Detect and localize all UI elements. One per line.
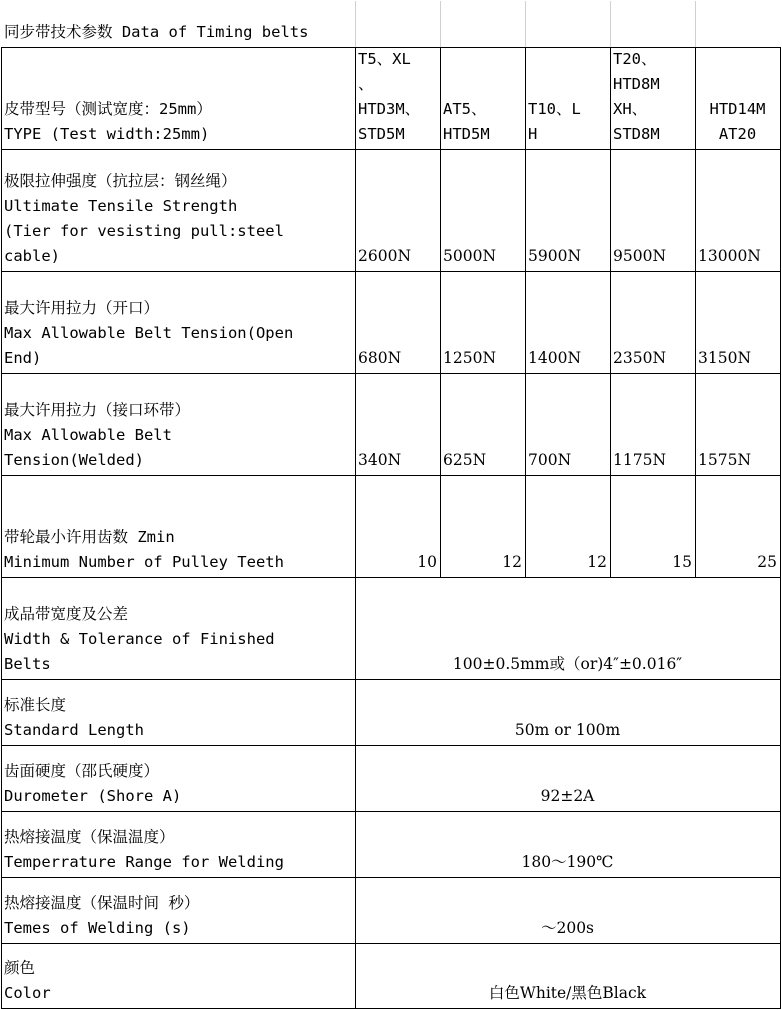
row-value-text: 5900N (528, 247, 582, 265)
row-label-10 (1, 943, 355, 1008)
row-label-5 (1, 577, 355, 679)
table-border (1, 47, 781, 48)
title-row-gridline (610, 1, 611, 47)
row-value-text: 100±0.5mm或（or)4″±0.016″ (452, 655, 683, 673)
row-label-line: Width & Tolerance of Finished (4, 630, 275, 648)
table-border (1, 877, 781, 878)
header-column-line: AT5、 (443, 100, 487, 118)
row-value-text: 5000N (443, 247, 497, 265)
header-column-3 (525, 47, 610, 149)
header-column-line: T20、 (613, 50, 657, 68)
header-column-5 (695, 47, 780, 149)
row-label-line: Standard Length (4, 721, 144, 739)
header-column-4 (610, 47, 695, 149)
sheet-title (1, 1, 525, 47)
row-7-merged-value (355, 745, 780, 811)
row-6-merged-value (355, 679, 780, 745)
row-value-text: 680N (358, 349, 402, 367)
row-value-text: 700N (528, 451, 572, 469)
row-label-line: 极限拉伸强度（抗拉层：钢丝绳） (4, 172, 237, 190)
table-border (1, 811, 781, 812)
row-label-3 (1, 373, 355, 475)
header-column-line: AT20 (718, 125, 757, 143)
table-border (525, 47, 526, 578)
row-label-line: Max Allowable Belt Tension(Open (4, 324, 294, 342)
table-border (1, 475, 781, 476)
header-column-line: HTD5M (443, 125, 490, 143)
row-value-text: 13000N (698, 247, 761, 265)
row-value-text: 12 (502, 553, 522, 571)
row-label-line: Max Allowable Belt (4, 426, 172, 444)
row-label-line: Temes of Welding (s) (4, 919, 191, 937)
table-border (1, 373, 781, 374)
row-label-line: Tension(Welded) (4, 451, 144, 469)
row-label-line: 颜色 (4, 959, 36, 977)
header-column-2 (440, 47, 525, 149)
header-column-line: 、 (358, 75, 374, 93)
header-column-line: STD5M (358, 125, 405, 143)
header-column-line: STD8M (613, 125, 660, 143)
row-label-line: Durometer (Shore A) (4, 787, 182, 805)
table-border (1, 1008, 781, 1009)
header-column-line: H (528, 125, 538, 143)
row-2-value (355, 271, 440, 373)
row-value-text: 1175N (613, 451, 667, 469)
row-2-value (525, 271, 610, 373)
row-label-line: Color (4, 984, 51, 1002)
row-label-line: 标准长度 (4, 696, 67, 714)
row-label-line: 最大许用拉力（开口） (4, 299, 160, 317)
header-column-line: HTD3M、 (358, 100, 421, 118)
row-8-merged-value (355, 811, 780, 877)
row-3-value (695, 373, 780, 475)
row-value-text: 9500N (613, 247, 667, 265)
header-column-line: HTD14M (709, 100, 766, 118)
row-label-line: Minimum Number of Pulley Teeth (4, 553, 284, 571)
header-column-1 (355, 47, 440, 149)
table-border (440, 47, 441, 578)
header-column-line: T10、L (528, 100, 581, 118)
row-label-line: End) (4, 349, 42, 367)
row-3-value (610, 373, 695, 475)
row-label-line: (Tier for vesisting pull:steel (4, 222, 284, 240)
row-value-text: 2600N (358, 247, 412, 265)
row-3-value (355, 373, 440, 475)
row-4-value (610, 475, 695, 577)
row-4-value (525, 475, 610, 577)
row-value-text: 1400N (528, 349, 582, 367)
row-label-8 (1, 811, 355, 877)
table-border (1, 47, 2, 1009)
table-border (610, 47, 611, 578)
row-value-text: 92±2A (540, 787, 595, 805)
sheet-title-text: 同步带技术参数 Data of Timing belts (4, 23, 309, 41)
row-value-text: 1250N (443, 349, 497, 367)
table-border (1, 149, 781, 150)
row-9-merged-value (355, 877, 780, 943)
header-column-line: T5、XL (358, 50, 411, 68)
row-label-line: Ultimate Tensile Strength (4, 197, 238, 215)
row-label-line: 热熔接温度（保温时间 秒） (4, 894, 200, 912)
row-5-merged-value (355, 577, 780, 679)
row-label-line: Belts (4, 655, 51, 673)
row-label-line: 齿面硬度（邵氏硬度） (4, 762, 160, 780)
row-label-1 (1, 149, 355, 271)
row-3-value (525, 373, 610, 475)
table-border (1, 271, 781, 272)
row-label-2 (1, 271, 355, 373)
row-label-line: cable) (4, 247, 60, 265)
row-value-text: 625N (443, 451, 487, 469)
row-4-value (355, 475, 440, 577)
row-value-text: 1575N (698, 451, 752, 469)
table-border (1, 679, 781, 680)
row-value-text: 15 (672, 553, 692, 571)
row-4-value (440, 475, 525, 577)
row-10-merged-value (355, 943, 780, 1008)
row-value-text: 25 (757, 553, 777, 571)
header-column-line: HTD8M (613, 75, 660, 93)
table-border (1, 943, 781, 944)
table-border (1, 577, 781, 578)
row-2-value (440, 271, 525, 373)
table-border (355, 47, 356, 1009)
row-value-text: 12 (587, 553, 607, 571)
row-label-line: 热熔接温度（保温温度） (4, 828, 175, 846)
row-1-value (525, 149, 610, 271)
row-value-text: ～200s (540, 919, 595, 937)
header-column-line: XH、 (613, 100, 648, 118)
row-label-9 (1, 877, 355, 943)
row-4-value (695, 475, 780, 577)
row-label-line: 成品带宽度及公差 (4, 605, 129, 623)
row-3-value (440, 373, 525, 475)
row-label-line: 最大许用拉力（接口环带） (4, 401, 191, 419)
row-1-value (695, 149, 780, 271)
row-2-value (610, 271, 695, 373)
header-type-label-line: 皮带型号（测试宽度：25mm） (4, 100, 212, 118)
row-label-4 (1, 475, 355, 577)
row-1-value (355, 149, 440, 271)
row-value-text: 2350N (613, 349, 667, 367)
row-value-text: 50m or 100m (514, 721, 621, 739)
row-value-text: 180～190℃ (521, 853, 614, 871)
title-row-gridline (525, 1, 526, 47)
row-2-value (695, 271, 780, 373)
row-1-value (610, 149, 695, 271)
header-type-label-line: TYPE (Test width:25mm) (4, 125, 210, 143)
table-border (780, 47, 781, 1009)
row-value-text: 340N (358, 451, 402, 469)
row-label-7 (1, 745, 355, 811)
header-type-label (1, 47, 355, 149)
title-row-gridline (695, 1, 696, 47)
row-value-text: 白色White/黑色Black (488, 984, 647, 1002)
row-value-text: 10 (417, 553, 437, 571)
row-1-value (440, 149, 525, 271)
table-border (695, 47, 696, 578)
row-label-line: 带轮最小许用齿数 Zmin (4, 528, 175, 546)
row-label-6 (1, 679, 355, 745)
row-value-text: 3150N (698, 349, 752, 367)
row-label-line: Temperrature Range for Welding (4, 853, 284, 871)
table-border (1, 745, 781, 746)
